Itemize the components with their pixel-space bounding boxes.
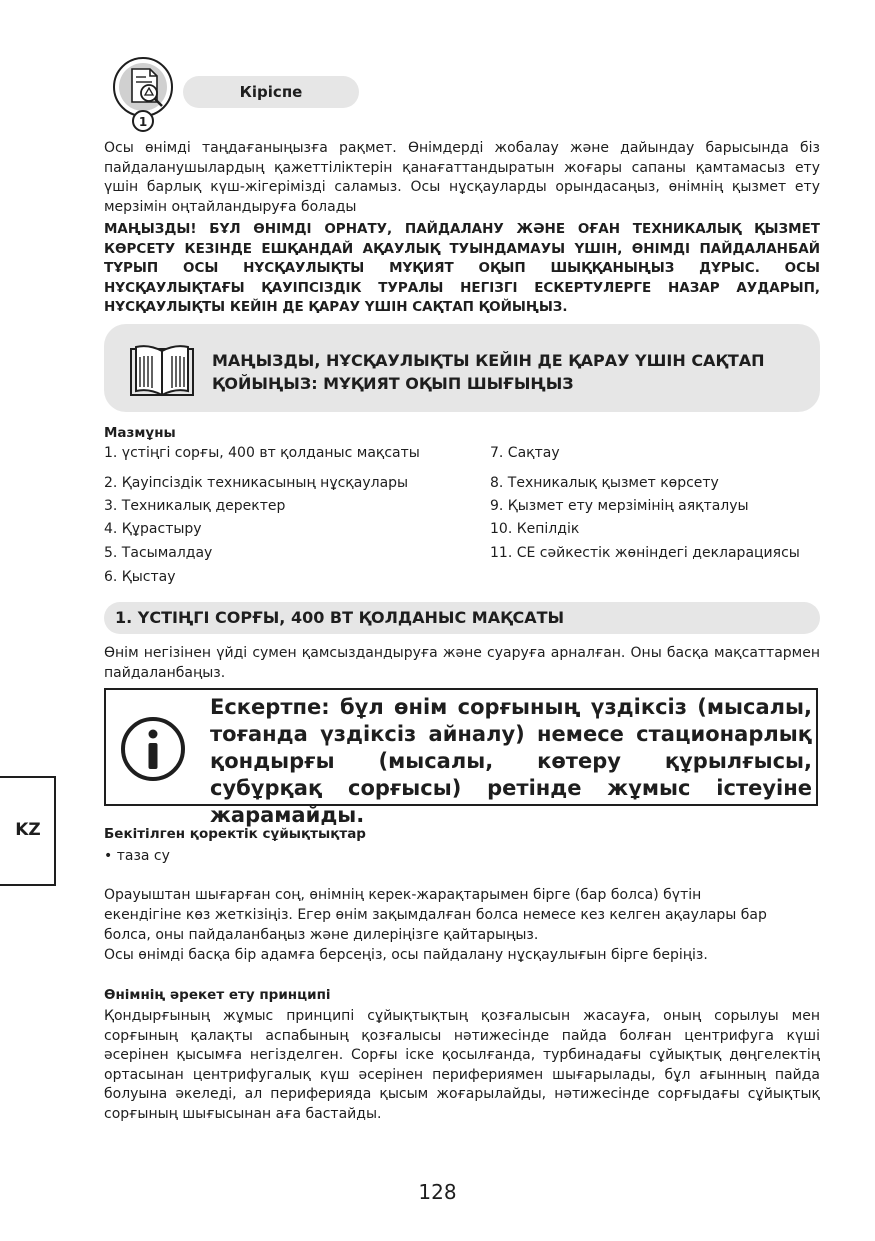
principle-paragraph: Қондырғының жұмыс принципі сұйықтықтың қозғалысын жасауға, оның сорылуы мен сорғының қалақты аспабының қозғалысы нәтижесінде пайда болған центрифуга күші әсерінен қысымға негізделген. Сорғы іске қосылғанда, турбинадағы сұйықтық дөңгелектің ортасынан центрифугалық күш әсерінен перифериямен шығарылады, бұл ағынның пайда болуына әкеледі, ал периферияда қысым жоғарылайды, нәтижесінде сорғыдағы сұйықтық сорғының шығысынан аға бастайды. [104,1008,820,1122]
toc-item: 9. Қызмет ету мерзімінің аяқталуы [490,498,749,514]
principle-title: Өнімнің әрекет ету принципі [104,987,331,1003]
info-icon [120,716,186,782]
unpacking-line: Орауыштан шығарған соң, өнімнің керек-жарақтарымен бірге (бар болса) бүтін [104,887,702,903]
page-number: 128 [418,1180,457,1204]
toc-item: 3. Техникалық деректер [104,498,286,514]
header-badge-number: 1 [138,115,148,129]
language-tab-label: KZ [15,820,41,840]
unpacking-line: болса, оны пайдаланбаңыз және дилеріңізге қайтарыңыз. [104,927,539,943]
toc-item: 2. Қауіпсіздік техникасының нұсқаулары [104,475,409,491]
toc-item: 11. СЕ сәйкестік жөніндегі декларациясы [490,545,800,561]
important-box-text [212,349,772,395]
toc-item: 8. Техникалық қызмет көрсету [490,475,719,491]
unpacking-line: Осы өнімді басқа бір адамға берсеңіз, осы пайдалану нұсқаулығын бірге беріңіз. [104,947,708,963]
important-warning-paragraph: МАҢЫЗДЫ! БҰЛ ӨНІМДІ ОРНАТУ, ПАЙДАЛАНУ ЖӘНЕ ОҒАН ТЕХНИКАЛЫҚ ҚЫЗМЕТ КӨРСЕТУ КЕЗІНДЕ ЕШҚАНДАЙ АҚАУЛЫҚ ТУЫНДАМАУЫ ҮШІН, ӨНІМДІ ПАЙДАЛАНБАЙ ТҰРЫП ОСЫ НҰСҚАУЛЫҚТЫ МҰҚИЯТ ОҚЫП ШЫҚҚАНЫҢЫЗ ДҰРЫС. ОСЫ НҰСҚАУЛЫҚТАҒЫ ҚАУІПСІЗДІК ТУРАЛЫ НЕГІЗГІ ЕСКЕРТУЛЕРГЕ НАЗАР АУДАРЫП, НҰСҚАУЛЫҚТЫ КЕЙІН ДЕ ҚАРАУ ҮШІН САҚТАП ҚОЙЫҢЫЗ. [104,221,820,315]
approved-liquids-title: Бекітілген қоректік сұйықтықтар [104,826,366,842]
contents-title: Мазмұны [104,425,176,441]
toc-item: 7. Сақтау [490,445,560,461]
important-line-1: МАҢЫЗДЫ, НҰСҚАУЛЫҚТЫ КЕЙІН ДЕ ҚАРАУ ҮШІН САҚТАП [212,351,765,370]
important-line-2: ҚОЙЫҢЫЗ: МҰҚИЯТ ОҚЫП ШЫҒЫҢЫЗ [212,374,574,393]
note-text: Ескертпе: бұл өнім сорғының үздіксіз (мысалы, тоғанда үздіксіз айналу) немесе стационарлық қондырғы (мысалы, көтеру құрылғысы, субұрқақ сорғысы) ретінде жұмыс істеуіне жарамайды. [210,695,812,827]
section-title-pill: Кіріспе [183,76,359,108]
approved-liquid-item: • таза су [104,848,170,864]
unpacking-line: екендігіне көз жеткізіңіз. Егер өнім зақымдалған болса немесе кез келген ақаулары бар [104,907,767,923]
section-1-paragraph: Өнім негізінен үйді сумен қамсыздандыруға және суаруға арналған. Оны басқа мақсаттармен пайдаланбаңыз. [104,645,820,681]
section-1-title: 1. ҮСТІҢГІ СОРҒЫ, 400 ВТ ҚОЛДАНЫС МАҚСАТЫ [115,608,565,627]
toc-item: 1. үстіңгі сорғы, 400 вт қолданыс мақсаты [104,445,420,461]
toc-item: 5. Тасымалдау [104,545,213,561]
document-warning-icon [110,55,180,135]
intro-paragraph: Осы өнімді таңдағаныңызға рақмет. Өнімдерді жобалау және дайындау барысында біз пайдаланушылардың қажеттіліктерін қанағаттандыратын жоғары сапаны қамтамасыз ету үшін барлық күш-жігерімізді саламыз. Осы нұсқауларды орындасаңыз, өнімнің қызмет ету мерзімін оңтайландыруға болады [104,140,820,215]
toc-item: 6. Қыстау [104,569,176,585]
toc-item: 4. Құрастыру [104,521,202,537]
toc-item: 10. Кепілдік [490,521,580,537]
open-book-icon [130,343,194,397]
